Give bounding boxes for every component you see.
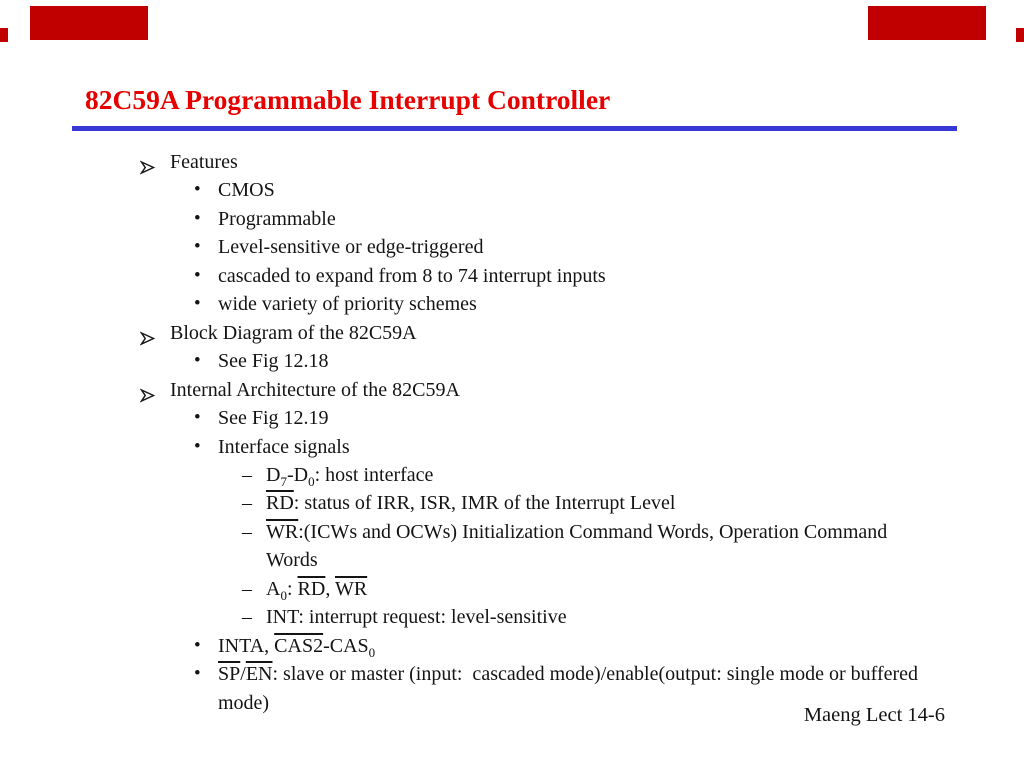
list-item: Features	[0, 148, 1024, 176]
list-item: • wide variety of priority schemes	[0, 290, 1024, 318]
corner-decoration-right	[868, 6, 986, 40]
dash-bullet-icon: –	[242, 577, 252, 600]
dot-bullet-icon: •	[194, 236, 201, 258]
footer-page-label: Maeng Lect 14-6	[803, 704, 945, 726]
dot-bullet-icon: •	[194, 407, 201, 429]
list-item: mode)	[218, 691, 270, 714]
dot-bullet-icon: •	[194, 663, 201, 685]
list-item: • CMOS	[0, 176, 1024, 204]
bullet-list	[0, 148, 1024, 717]
list-item: • Programmable	[0, 205, 1024, 233]
list-item: • $\overline{SP}/\overline{EN}$: slave or master (input: cascaded mode)/enable(output: single mode or buffered	[0, 660, 1024, 688]
list-item: Internal Architecture of the 82C59A	[0, 376, 1024, 404]
corner-decoration-left	[30, 6, 148, 40]
dot-bullet-icon: •	[194, 435, 201, 457]
dot-bullet-icon: •	[194, 293, 201, 315]
dot-bullet-icon: •	[194, 634, 201, 656]
dash-bullet-icon: –	[242, 606, 252, 629]
dot-bullet-icon: •	[194, 264, 201, 286]
edge-decoration-left	[0, 28, 8, 42]
slide-title: 82C59A Programmable Interrupt Controller	[85, 84, 611, 115]
list-item: • See Fig 12.19	[0, 404, 1024, 432]
dot-bullet-icon: •	[194, 207, 201, 229]
list-item: – $\overline{RD}$: status of IRR, ISR, IMR of the Interrupt Level	[0, 489, 1024, 517]
list-item: – INT: interrupt request: level-sensitive	[0, 603, 1024, 631]
title-underline	[72, 126, 957, 131]
dot-bullet-icon: •	[194, 179, 201, 201]
dash-bullet-icon: –	[242, 520, 252, 543]
list-item: Words	[266, 549, 318, 572]
dot-bullet-icon: •	[194, 350, 201, 372]
edge-decoration-right	[1016, 28, 1024, 42]
list-item: • Level-sensitive or edge-triggered	[0, 233, 1024, 261]
list-item: – $A_0$: $\overline{RD}$, $\overline{WR}$	[0, 575, 1024, 603]
dash-bullet-icon: –	[242, 463, 252, 486]
dash-bullet-icon: –	[242, 492, 252, 515]
list-item: Block Diagram of the 82C59A	[0, 319, 1024, 347]
list-item: – $D_7-D_0$: host interface	[0, 461, 1024, 489]
list-item: • INTA, $CAS2-CAS_0$	[0, 632, 1024, 660]
list-item: – $\overline{WR}:(ICWs$ and OCWs) Initialization Command Words, Operation Command	[0, 518, 1024, 546]
list-item: • cascaded to expand from 8 to 74 interrupt inputs	[0, 262, 1024, 290]
list-item: • See Fig 12.18	[0, 347, 1024, 375]
list-item: • Interface signals	[0, 433, 1024, 461]
